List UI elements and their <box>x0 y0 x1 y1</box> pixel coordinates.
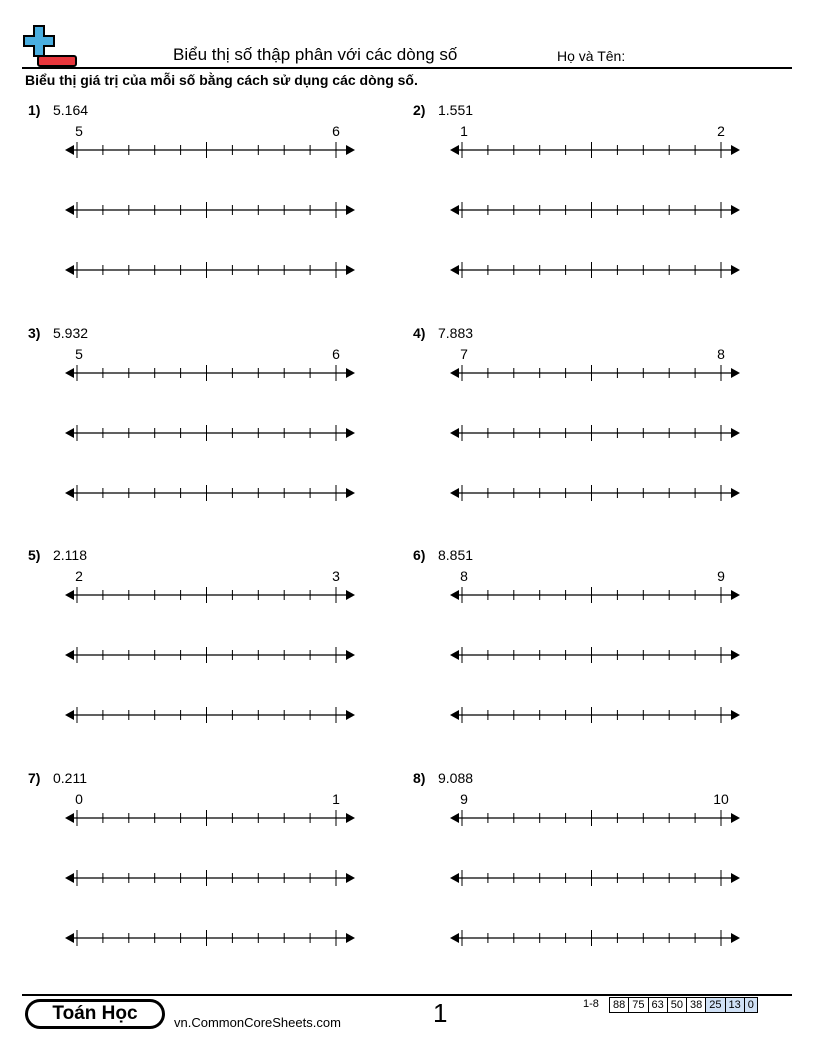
right-arrow-icon <box>731 145 740 155</box>
right-arrow-icon <box>346 145 355 155</box>
left-arrow-icon <box>450 710 459 720</box>
right-arrow-icon <box>346 590 355 600</box>
number-line <box>65 585 355 605</box>
line-end-label: 6 <box>332 346 340 362</box>
line-start-label: 0 <box>75 791 83 807</box>
score-cell: 38 <box>687 998 706 1013</box>
problem-number: 8) <box>413 770 426 786</box>
number-line <box>450 483 740 503</box>
number-line <box>450 585 740 605</box>
site-url: vn.CommonCoreSheets.com <box>174 1015 341 1030</box>
right-arrow-icon <box>731 590 740 600</box>
left-arrow-icon <box>65 368 74 378</box>
right-arrow-icon <box>731 813 740 823</box>
right-arrow-icon <box>731 873 740 883</box>
right-arrow-icon <box>731 265 740 275</box>
problem-number: 5) <box>28 547 41 563</box>
left-arrow-icon <box>450 590 459 600</box>
left-arrow-icon <box>65 428 74 438</box>
line-end-label: 9 <box>717 568 725 584</box>
number-line <box>65 645 355 665</box>
problem-value: 5.164 <box>53 102 89 118</box>
right-arrow-icon <box>346 205 355 215</box>
right-arrow-icon <box>731 368 740 378</box>
left-arrow-icon <box>450 813 459 823</box>
problem-value: 2.118 <box>53 547 87 563</box>
left-arrow-icon <box>65 933 74 943</box>
score-cell: 50 <box>667 998 686 1013</box>
number-line <box>450 645 740 665</box>
right-arrow-icon <box>346 710 355 720</box>
left-arrow-icon <box>65 710 74 720</box>
left-arrow-icon <box>65 488 74 498</box>
line-start-label: 5 <box>75 346 83 362</box>
line-start-label: 9 <box>460 791 468 807</box>
page-number: 1 <box>433 998 448 1028</box>
number-line <box>65 363 355 383</box>
left-arrow-icon <box>65 205 74 215</box>
instructions: Biểu thị giá trị của mỗi số bằng cách sử dụng các dòng số. <box>25 72 418 88</box>
line-start-label: 1 <box>460 123 468 139</box>
problem-6 <box>410 547 770 757</box>
right-arrow-icon <box>346 265 355 275</box>
right-arrow-icon <box>731 205 740 215</box>
left-arrow-icon <box>450 145 459 155</box>
problem-8 <box>410 770 770 980</box>
problem-5 <box>25 547 385 757</box>
line-start-label: 7 <box>460 346 468 362</box>
brand-label: Toán Học <box>28 1002 162 1026</box>
right-arrow-icon <box>731 428 740 438</box>
number-line <box>450 705 740 725</box>
left-arrow-icon <box>450 368 459 378</box>
right-arrow-icon <box>346 813 355 823</box>
number-line <box>65 423 355 443</box>
line-end-label: 6 <box>332 123 340 139</box>
problem-2 <box>410 102 770 312</box>
left-arrow-icon <box>450 650 459 660</box>
number-line <box>65 705 355 725</box>
line-end-label: 3 <box>332 568 340 584</box>
header-divider <box>22 67 792 69</box>
right-arrow-icon <box>346 933 355 943</box>
left-arrow-icon <box>65 265 74 275</box>
number-line <box>65 140 355 160</box>
score-cell: 63 <box>648 998 667 1013</box>
number-line <box>450 363 740 383</box>
number-line <box>450 928 740 948</box>
problem-number: 4) <box>413 325 426 341</box>
score-cell: 13 <box>725 998 744 1013</box>
left-arrow-icon <box>65 813 74 823</box>
left-arrow-icon <box>450 873 459 883</box>
line-end-label: 8 <box>717 346 725 362</box>
number-line <box>65 868 355 888</box>
line-end-label: 1 <box>332 791 340 807</box>
left-arrow-icon <box>450 428 459 438</box>
problem-4 <box>410 325 770 535</box>
problem-3 <box>25 325 385 535</box>
score-table <box>609 997 758 1013</box>
problem-value: 8.851 <box>438 547 474 563</box>
left-arrow-icon <box>450 488 459 498</box>
footer-divider <box>22 994 792 996</box>
problem-number: 1) <box>28 102 41 118</box>
number-line <box>450 868 740 888</box>
problem-7 <box>25 770 385 980</box>
right-arrow-icon <box>731 710 740 720</box>
number-line <box>65 928 355 948</box>
score-cell: 25 <box>706 998 725 1013</box>
problem-number: 3) <box>28 325 41 341</box>
number-line <box>450 423 740 443</box>
left-arrow-icon <box>65 145 74 155</box>
right-arrow-icon <box>346 873 355 883</box>
problem-number: 6) <box>413 547 426 563</box>
problem-value: 7.883 <box>438 325 474 341</box>
line-end-label: 10 <box>713 791 729 807</box>
left-arrow-icon <box>450 933 459 943</box>
left-arrow-icon <box>65 650 74 660</box>
number-line <box>65 200 355 220</box>
number-line <box>450 808 740 828</box>
line-end-label: 2 <box>717 123 725 139</box>
number-line <box>65 483 355 503</box>
right-arrow-icon <box>346 368 355 378</box>
problem-value: 0.211 <box>53 770 87 786</box>
line-start-label: 2 <box>75 568 83 584</box>
score-cell: 0 <box>744 998 757 1013</box>
left-arrow-icon <box>450 265 459 275</box>
number-line <box>450 140 740 160</box>
score-range-label: 1-8 <box>583 998 599 1010</box>
score-cell: 88 <box>610 998 629 1013</box>
number-line <box>65 260 355 280</box>
right-arrow-icon <box>346 488 355 498</box>
line-start-label: 8 <box>460 568 468 584</box>
right-arrow-icon <box>346 650 355 660</box>
name-label: Họ và Tên: <box>557 48 626 64</box>
left-arrow-icon <box>65 873 74 883</box>
problem-number: 2) <box>413 102 426 118</box>
problem-1 <box>25 102 385 312</box>
left-arrow-icon <box>65 590 74 600</box>
brand-badge <box>25 999 165 1029</box>
line-start-label: 5 <box>75 123 83 139</box>
problem-number: 7) <box>28 770 41 786</box>
number-line <box>450 200 740 220</box>
problem-value: 1.551 <box>438 102 474 118</box>
number-line <box>65 808 355 828</box>
problem-value: 9.088 <box>438 770 474 786</box>
right-arrow-icon <box>731 933 740 943</box>
right-arrow-icon <box>731 650 740 660</box>
score-cell: 75 <box>629 998 648 1013</box>
right-arrow-icon <box>346 428 355 438</box>
math-logo-icon <box>22 24 82 70</box>
right-arrow-icon <box>731 488 740 498</box>
page-title: Biểu thị số thập phân với các dòng số <box>173 45 458 64</box>
problem-value: 5.932 <box>53 325 89 341</box>
number-line <box>450 260 740 280</box>
left-arrow-icon <box>450 205 459 215</box>
